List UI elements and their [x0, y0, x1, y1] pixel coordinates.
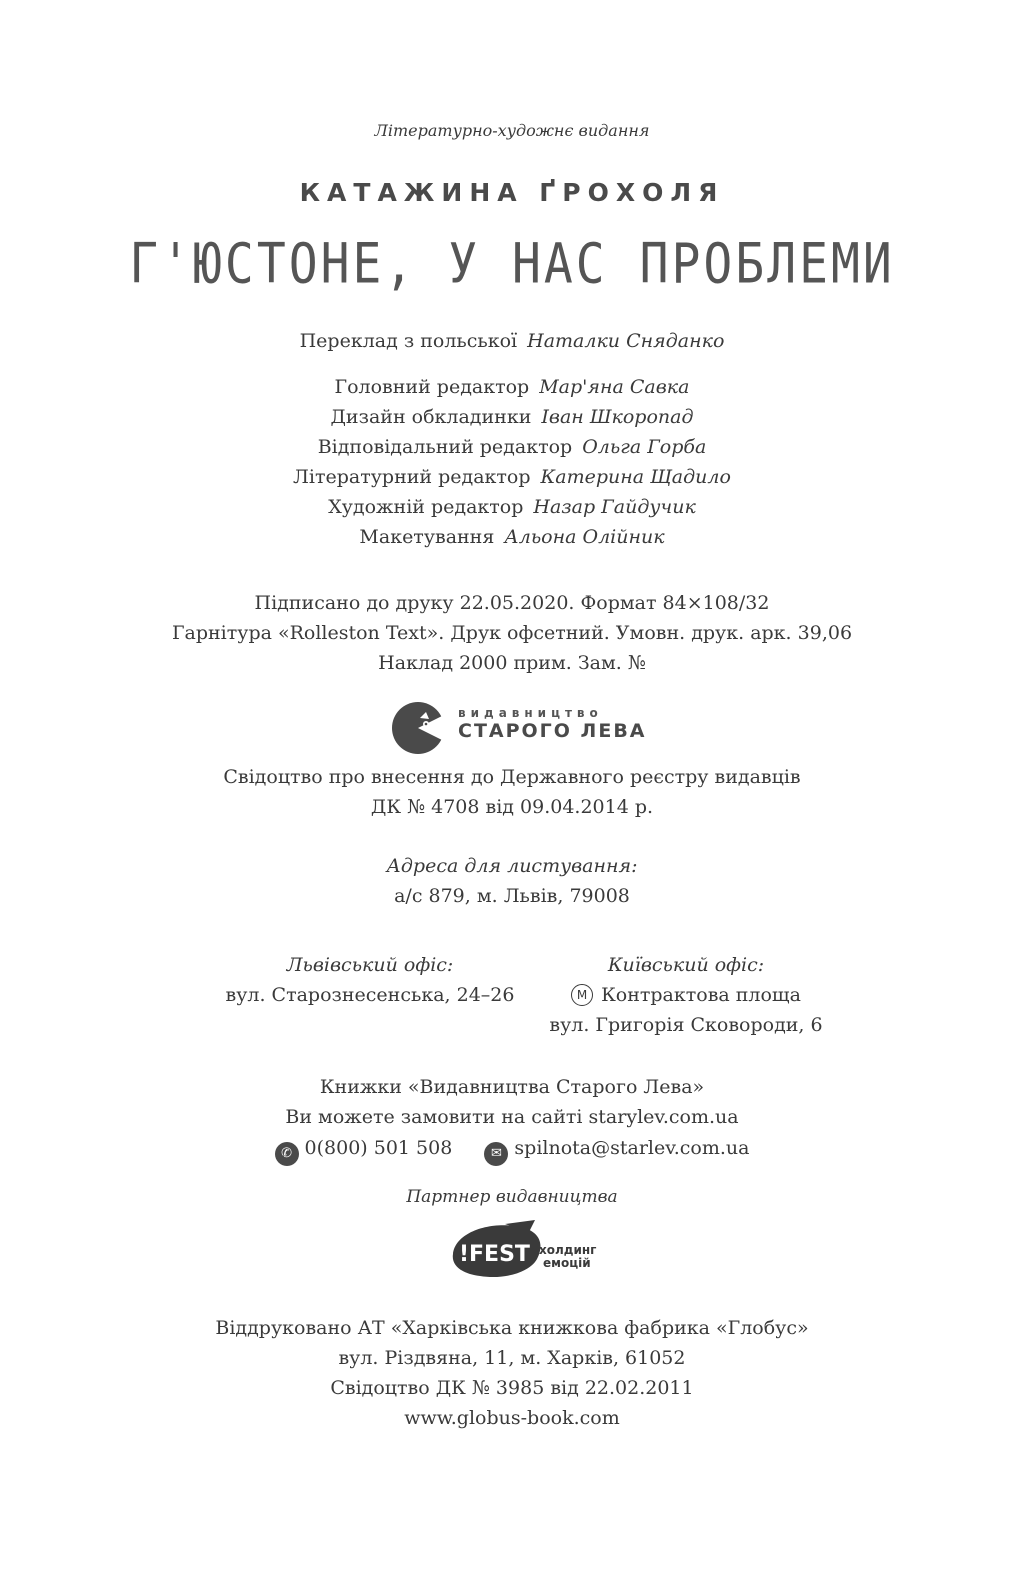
credit-line — [0, 402, 1024, 432]
book-title: Г'ЮСТОНЕ, У НАС ПРОБЛЕМИ — [129, 232, 895, 297]
credit-line — [0, 462, 1024, 492]
credit-name: Ольга Горба — [582, 436, 707, 458]
credits-list — [0, 372, 1024, 552]
mailing-value: а/с 879, м. Львів, 79008 — [394, 885, 630, 907]
translation-credit — [0, 326, 1024, 356]
credit-name: Назар Гайдучик — [533, 496, 696, 518]
printer-line: вул. Різдвяна, 11, м. Харків, 61052 — [338, 1347, 686, 1369]
mailing-address — [0, 851, 1024, 911]
credit-role: Дизайн обкладинки — [330, 406, 532, 428]
print-info-line: Підписано до друку 22.05.2020. Формат 84×108/32 — [254, 592, 770, 614]
books-info — [0, 1072, 1024, 1132]
credit-role: Макетування — [359, 526, 495, 548]
printer-line: Віддруковано АТ «Харківська книжкова фабрика «Глобус» — [215, 1317, 809, 1339]
phone-number: 0(800) 501 508 — [304, 1137, 453, 1159]
credit-name: Іван Шкоропад — [541, 406, 694, 428]
email-address: spilnota@starlev.com.ua — [514, 1137, 750, 1159]
credit-role: Літературний редактор — [293, 466, 531, 488]
credit-role: Відповідальний редактор — [317, 436, 573, 458]
publisher-logo — [380, 700, 650, 760]
author-name: КАТАЖИНА ҐРОХОЛЯ — [299, 178, 725, 207]
credit-role: Художній редактор — [328, 496, 524, 518]
credit-role: Головний редактор — [334, 376, 530, 398]
partner-label: Партнер видавництва — [406, 1187, 618, 1207]
contacts — [0, 1133, 1024, 1166]
phone-icon: ✆ — [275, 1142, 299, 1166]
translation-label: Переклад з польської — [299, 330, 518, 352]
translator-name: Наталки Сняданко — [527, 330, 725, 352]
edition-type: Літературно-художнє видання — [374, 121, 650, 140]
fest-logo-sub1: холдинг — [539, 1243, 597, 1257]
kyiv-office-address: вул. Григорія Сковороди, 6 — [549, 1014, 823, 1036]
credit-name: Мар'яна Савка — [539, 376, 690, 398]
registry-line: Свідоцтво про внесення до Державного реєстру видавців — [223, 766, 801, 788]
publisher-registry — [0, 762, 1024, 822]
books-line: Ви можете замовити на сайті starylev.com.ua — [285, 1106, 739, 1128]
print-info-line: Гарнітура «Rolleston Text». Друк офсетний. Умовн. друк. арк. 39,06 — [171, 622, 853, 644]
lviv-office-address: вул. Старознесенська, 24–26 — [225, 984, 515, 1006]
printer-line: Свідоцтво ДК № 3985 від 22.02.2011 — [330, 1377, 694, 1399]
credit-line — [0, 492, 1024, 522]
credit-line — [0, 522, 1024, 552]
printer-website: www.globus-book.com — [404, 1407, 620, 1429]
registry-line: ДК № 4708 від 09.04.2014 р. — [370, 796, 654, 818]
logo-text-top: видавництво — [458, 706, 603, 720]
fest-logo-sub2: емоцій — [543, 1256, 591, 1270]
logo-text-bottom: СТАРОГО ЛЕВА — [458, 720, 647, 742]
lviv-office-label: Львівський офіс: — [286, 954, 454, 976]
credit-line — [0, 432, 1024, 462]
kyiv-office-label: Київський офіс: — [607, 954, 765, 976]
kyiv-office — [496, 950, 876, 1040]
kyiv-office-station: Контрактова площа — [601, 984, 801, 1006]
metro-icon: М — [571, 984, 593, 1006]
printer-info — [0, 1313, 1024, 1433]
mailing-label: Адреса для листування: — [386, 855, 638, 877]
kyiv-office-metro-line — [496, 980, 876, 1010]
credit-line — [0, 372, 1024, 402]
mail-icon: ✉ — [484, 1142, 508, 1166]
lion-logo-icon — [390, 700, 446, 756]
credit-name: Катерина Щадило — [540, 466, 731, 488]
books-line: Книжки «Видавництва Старого Лева» — [319, 1076, 705, 1098]
print-info — [0, 588, 1024, 678]
print-info-line: Наклад 2000 прим. Зам. № — [378, 652, 646, 674]
credit-name: Альона Олійник — [504, 526, 665, 548]
fest-logo-main: !FEST — [459, 1242, 530, 1267]
fest-logo — [445, 1214, 605, 1284]
